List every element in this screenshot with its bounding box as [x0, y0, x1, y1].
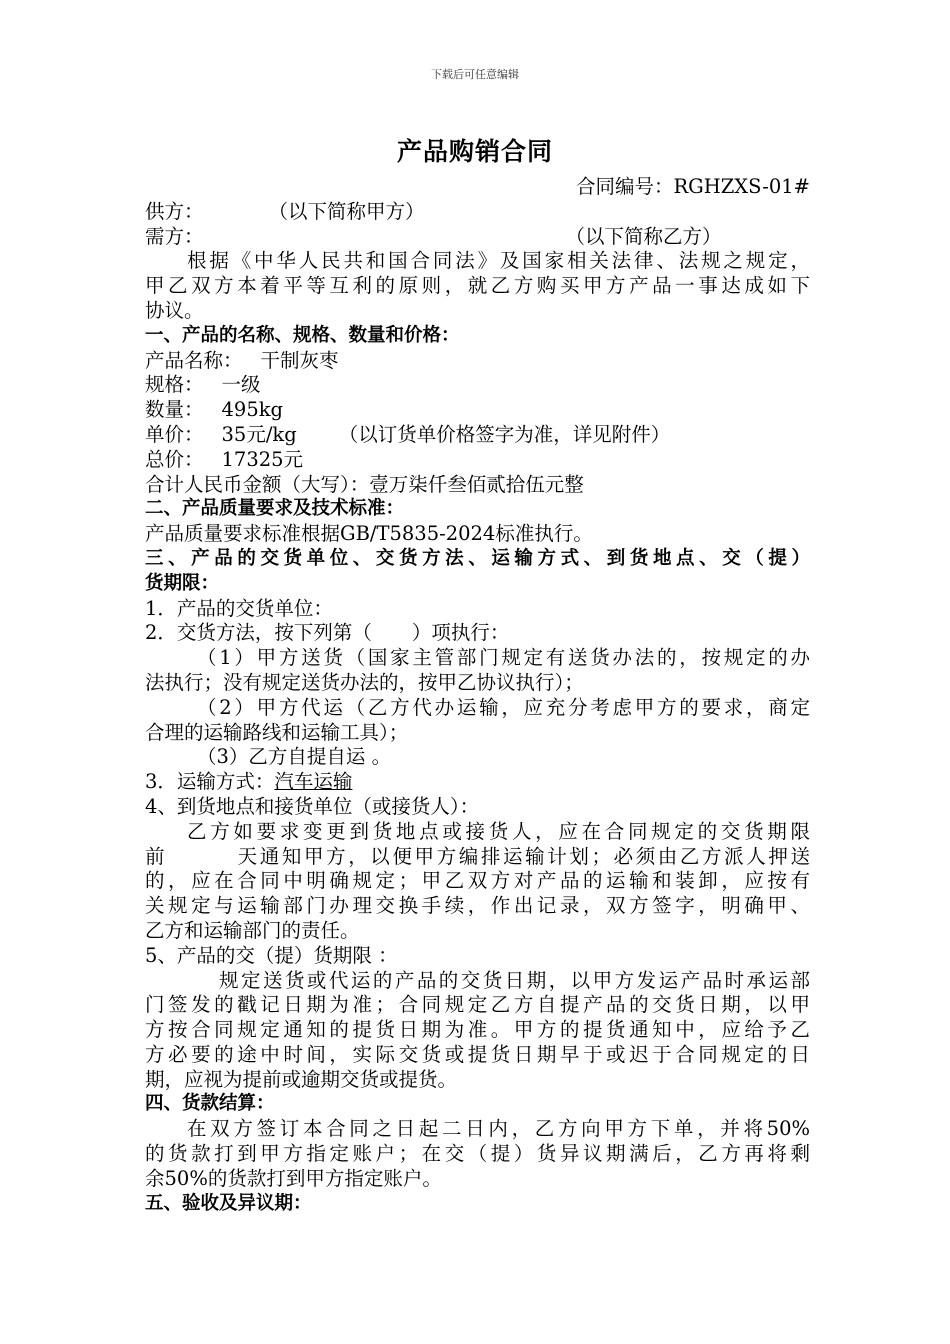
contract-number: 合同编号：RGHZXS-01# — [575, 175, 810, 198]
option-1-line: （1）甲方送货（国家主管部门规定有送货办法的，按规定的办 — [197, 646, 810, 670]
section-1-heading: 一、产品的名称、规格、数量和价格： — [145, 324, 460, 346]
intro-line: 根据《中华人民共和国合同法》及国家相关法律、法规之规定， — [187, 249, 810, 273]
payment-text: 的货款打到甲方指定账户；在交（提）货异议期满后，乙方再将剩 — [145, 1142, 810, 1166]
delivery-location-text: 乙方如要求变更到货地点或接货人，应在合同规定的交货期限 — [187, 819, 810, 843]
unit-price-label: 单价： — [145, 422, 204, 446]
product-name-value: 干制灰枣 — [260, 348, 339, 372]
section-3-heading: 三、产品的交货单位、交货方法、运输方式、到货地点、交（提） — [145, 547, 810, 569]
delivery-period-text: 门签发的戳记日期为准；合同规定乙方自提产品的交货日期，以甲 — [145, 993, 810, 1017]
unit-price-note: （以订货单价格签字为准，详见附件） — [338, 422, 671, 446]
unit-price-line — [145, 423, 810, 448]
payment-text: 余50%的货款打到甲方指定账户。 — [145, 1166, 442, 1190]
total-price-label: 总价： — [145, 447, 204, 471]
section-5-heading: 五、验收及异议期： — [145, 1192, 312, 1214]
delivery-method-text: 2．交货方法，按下列第（ — [145, 621, 372, 645]
supplier-label: 供方： — [145, 199, 204, 223]
product-name-line — [145, 349, 810, 374]
buyer-label: 需方： — [145, 224, 204, 248]
delivery-location-text: 前 天通知甲方，以便甲方编排运输计划；必须由乙方派人押送 — [145, 844, 810, 868]
delivery-method-text-end: ）项执行： — [411, 621, 510, 645]
delivery-method-item — [145, 621, 810, 646]
delivery-period-text: 方按合同规定通知的提货日期为准。甲方的提货通知中，应给予乙 — [145, 1018, 810, 1042]
contract-body — [145, 175, 810, 1216]
unit-price-value: 35元/kg — [221, 422, 297, 446]
delivery-location-text: 的，应在合同中明确规定；甲乙双方对产品的运输和装卸，应按有 — [145, 869, 810, 893]
section-4-heading: 四、货款结算： — [145, 1093, 275, 1115]
delivery-location-text: 关规定与运输部门办理交换手续，作出记录，双方签字，明确甲、 — [145, 894, 810, 918]
section-2-heading: 二、产品质量要求及技术标准： — [145, 498, 405, 520]
buyer-note: （以下简称乙方） — [565, 224, 722, 248]
option-1-line: 法执行；没有规定送货办法的，按甲乙协议执行）； — [145, 670, 584, 694]
delivery-period-text: 规定送货或代运的产品的交货日期，以甲方发运产品时承运部 — [219, 968, 810, 992]
header-note: 下载后可任意编辑 — [431, 68, 519, 81]
total-price-value: 17325元 — [221, 447, 304, 471]
delivery-unit-item: 1．产品的交货单位： — [145, 596, 333, 620]
transport-method-item — [145, 770, 810, 795]
spec-line — [145, 373, 810, 398]
supplier-line — [145, 200, 810, 225]
delivery-location-item: 4、到货地点和接货单位（或接货人）： — [145, 794, 480, 818]
product-name-label: 产品名称： — [145, 348, 243, 372]
delivery-period-item: 5、产品的交（提）货期限 ： — [145, 943, 398, 967]
supplier-note: （以下简称甲方） — [268, 199, 425, 223]
spec-label: 规格： — [145, 373, 204, 397]
option-2-line: （2）甲方代运（乙方代办运输，应充分考虑甲方的要求，商定 — [197, 695, 810, 719]
payment-text: 在双方签订本合同之日起二日内，乙方向甲方下单，并将50% — [187, 1117, 810, 1141]
rmb-amount-value: 壹万柒仟叁佰贰拾伍元整 — [369, 472, 584, 496]
delivery-location-text: 乙方和运输部门的责任。 — [145, 918, 360, 942]
rmb-amount-line — [145, 473, 810, 498]
delivery-period-text: 期，应视为提前或逾期交货或提货。 — [145, 1067, 458, 1091]
section-3-heading-cont: 货期限： — [145, 572, 220, 594]
quantity-label: 数量： — [145, 398, 204, 422]
intro-line: 甲乙双方本着平等互利的原则，就乙方购买甲方产品一事达成如下 — [145, 274, 810, 298]
quality-standard-text: 产品质量要求标准根据GB/T5835-2024标准执行。 — [145, 522, 593, 546]
option-2-line: 合理的运输路线和运输工具）； — [145, 720, 409, 744]
delivery-period-text: 方必要的途中时间，实际交货或提货日期早于或迟于合同规定的日 — [145, 1042, 810, 1066]
contract-title: 产品购销合同 — [396, 137, 553, 166]
buyer-line — [145, 225, 810, 250]
transport-method-label: 3．运输方式： — [145, 770, 275, 794]
quantity-value: 495kg — [221, 398, 284, 422]
transport-method-value: 汽车运输 — [274, 770, 353, 794]
rmb-amount-label: 合计人民币金额（大写）： — [145, 472, 370, 496]
spec-value: 一级 — [221, 373, 261, 397]
option-3-line: （3）乙方自提自运 。 — [197, 745, 392, 769]
quantity-line — [145, 398, 810, 423]
intro-line: 协议。 — [145, 298, 204, 322]
total-price-line — [145, 448, 810, 473]
